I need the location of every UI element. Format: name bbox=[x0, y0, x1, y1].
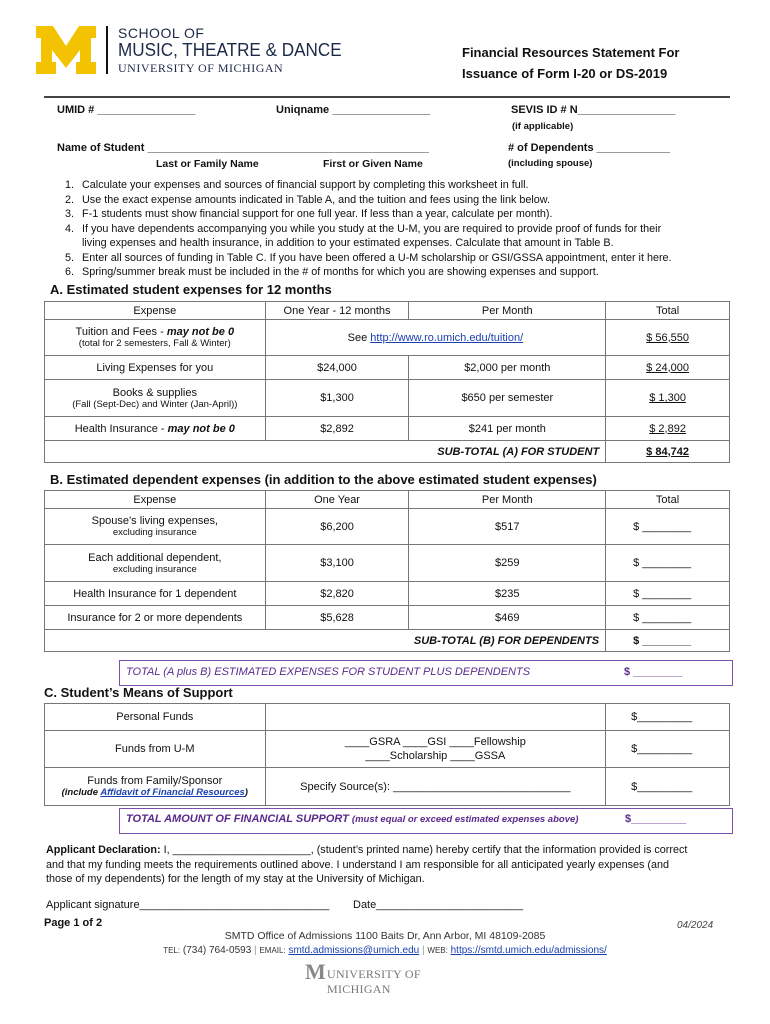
spouse-sub: excluding insurance bbox=[112, 527, 197, 538]
living-expenses-total-value: $ 24,000 bbox=[646, 361, 689, 374]
tel-number: (734) 764-0593 bbox=[182, 945, 252, 956]
instructions-list bbox=[50, 178, 750, 280]
health-1-dependent-year: $2,820 bbox=[265, 582, 409, 606]
total-ab-label: TOTAL (A plus B) ESTIMATED EXPENSES FOR STUDENT PLUS DEPENDENTS bbox=[126, 666, 531, 678]
personal-funds-value[interactable]: $_________ bbox=[606, 704, 730, 731]
declaration bbox=[46, 843, 736, 887]
table-b bbox=[44, 490, 730, 652]
subtotal-b-value[interactable]: $ ________ bbox=[606, 630, 730, 652]
um-footer-logo-text: UNIVERSITY OF MICHIGAN bbox=[327, 967, 421, 996]
funds-um-options-line1: ____GSRA ____GSI ____Fellowship bbox=[344, 736, 526, 748]
health-year: $2,892 bbox=[265, 417, 409, 441]
including-spouse-note: (including spouse) bbox=[508, 158, 593, 169]
if-applicable-note: (if applicable) bbox=[512, 121, 574, 132]
table-b-header-total: Total bbox=[606, 491, 730, 509]
total-support-label-row bbox=[126, 813, 578, 825]
first-name-caption: First or Given Name bbox=[323, 158, 423, 170]
instruction-item bbox=[50, 236, 750, 251]
books-month: $650 per semester bbox=[409, 380, 606, 417]
email-label: EMAIL: bbox=[259, 946, 286, 955]
instruction-text: living expenses and health insurance, in addition to your estimated expenses. Calculate that amount in Table B. bbox=[82, 237, 614, 249]
instruction-text: If you have dependents accompanying you while you study at the U-M, you are required to provide proof of funds for their bbox=[82, 222, 662, 235]
books-year: $1,300 bbox=[265, 380, 409, 417]
health-1-dependent-total[interactable]: $ ________ bbox=[606, 582, 730, 606]
additional-dependent-label bbox=[45, 545, 266, 582]
declaration-label: Applicant Declaration: bbox=[46, 844, 161, 856]
table-c bbox=[44, 703, 730, 806]
total-support-note: (must equal or exceed estimated expenses above) bbox=[351, 814, 579, 825]
instruction-text: Use the exact expense amounts indicated in Table A, and the tuition and fees using the link below. bbox=[82, 193, 550, 206]
signature-date[interactable]: Date________________________ bbox=[353, 899, 524, 911]
additional-dependent-sub: excluding insurance bbox=[112, 563, 197, 575]
additional-dependent-year: $3,100 bbox=[265, 545, 409, 582]
instruction-number: 3. bbox=[64, 208, 74, 220]
page-number: Page 1 of 2 bbox=[44, 917, 103, 929]
dependents-field[interactable]: # of Dependents ____________ bbox=[508, 142, 671, 154]
instruction-number: 5. bbox=[64, 251, 74, 264]
instruction-text: Calculate your expenses and sources of financial support by completing this worksheet in full. bbox=[82, 179, 529, 191]
spouse-total[interactable]: $ ________ bbox=[606, 509, 730, 545]
subtotal-a-value bbox=[606, 441, 730, 463]
additional-dependent-month: $259 bbox=[409, 545, 606, 582]
funds-um-options-line2: ____Scholarship ____GSSA bbox=[365, 750, 506, 762]
tuition-label-text: Tuition and Fees - bbox=[75, 326, 167, 338]
personal-funds-label: Personal Funds bbox=[45, 704, 266, 731]
block-m-logo bbox=[36, 26, 96, 74]
contact-line: TEL: (734) 764-0593 | EMAIL: smtd.admissions@umich.edu | WEB: https://smtd.umich.edu/admissions/ bbox=[163, 945, 607, 956]
instruction-item bbox=[50, 265, 750, 280]
books-total bbox=[606, 380, 730, 417]
specify-source[interactable]: Specify Source(s): _____________________________ bbox=[265, 768, 606, 806]
web-link[interactable]: https://smtd.umich.edu/admissions/ bbox=[450, 945, 607, 956]
instruction-text: Enter all sources of funding in Table C. If you have been offered a U-M scholarship or GSI/GSSA appointment, enter it here. bbox=[82, 251, 672, 264]
total-support-value[interactable]: $_________ bbox=[625, 813, 687, 825]
living-expenses-month: $2,000 per month bbox=[409, 356, 606, 380]
additional-dependent-total[interactable]: $ ________ bbox=[606, 545, 730, 582]
books-label-text: Books & supplies bbox=[112, 386, 197, 399]
spouse-label-text: Spouse’s living expenses, bbox=[91, 515, 219, 527]
total-support-label: TOTAL AMOUNT OF FINANCIAL SUPPORT bbox=[126, 813, 349, 825]
insurance-2-dependents-total[interactable]: $ ________ bbox=[606, 606, 730, 630]
email-link[interactable]: smtd.admissions@umich.edu bbox=[288, 945, 420, 956]
logo-line1: SCHOOL OF bbox=[118, 25, 205, 41]
family-sub-pre: (include bbox=[61, 787, 101, 798]
insurance-2-dependents-label: Insurance for 2 or more dependents bbox=[45, 606, 266, 630]
instruction-item bbox=[50, 207, 750, 222]
sevis-field[interactable]: SEVIS ID # N________________ bbox=[511, 104, 676, 116]
subtotal-a-label: SUB-TOTAL (A) FOR STUDENT bbox=[45, 441, 606, 463]
tuition-total bbox=[606, 320, 730, 356]
smtd-logo bbox=[36, 26, 366, 76]
doc-title bbox=[462, 42, 679, 84]
health-not-zero: may not be 0 bbox=[167, 422, 235, 435]
table-a-header-total: Total bbox=[606, 302, 730, 320]
family-sponsor-sub bbox=[49, 787, 261, 798]
living-expenses-year: $24,000 bbox=[265, 356, 409, 380]
instruction-item bbox=[50, 222, 750, 237]
table-b-header-expense: Expense bbox=[45, 491, 266, 509]
instruction-number: 4. bbox=[64, 222, 74, 235]
instruction-number: 2. bbox=[64, 193, 74, 206]
table-b-header-year: One Year bbox=[265, 491, 409, 509]
declaration-line3: those of my dependents) for the length of my stay at the University of Michigan. bbox=[46, 873, 425, 885]
declaration-line2: and that my funding meets the requirements outlined above. I understand I am responsible for all anticipated yearly expenses (and bbox=[46, 858, 669, 871]
table-b-header-month: Per Month bbox=[409, 491, 606, 509]
section-c-title: C. Student’s Means of Support bbox=[44, 685, 233, 700]
additional-dependent-label-text: Each additional dependent, bbox=[88, 551, 222, 564]
health-1-dependent-month: $235 bbox=[409, 582, 606, 606]
insurance-2-dependents-year: $5,628 bbox=[265, 606, 409, 630]
um-footer-logo-m: M bbox=[305, 959, 326, 984]
tuition-see-text: See bbox=[347, 331, 371, 344]
doc-title-line1: Financial Resources Statement For bbox=[462, 45, 680, 60]
affidavit-link[interactable]: Affidavit of Financial Resources bbox=[100, 787, 245, 798]
tuition-sub: (total for 2 semesters, Fall & Winter) bbox=[78, 338, 231, 349]
tel-label: TEL: bbox=[163, 946, 181, 955]
instruction-text: Spring/summer break must be included in the # of months for which you are showing expenses and support. bbox=[82, 266, 599, 278]
table-a-header-expense: Expense bbox=[45, 302, 266, 320]
instruction-item bbox=[50, 251, 750, 266]
web-label: WEB: bbox=[427, 946, 448, 955]
top-divider bbox=[44, 96, 730, 98]
spouse-label bbox=[45, 509, 266, 545]
family-sponsor-label bbox=[45, 768, 266, 806]
um-footer-logo bbox=[305, 959, 475, 996]
table-a-header-month: Per Month bbox=[409, 302, 606, 320]
living-expenses-total bbox=[606, 356, 730, 380]
books-sub: (Fall (Sept-Dec) and Winter (Jan-April)) bbox=[72, 398, 238, 410]
last-name-caption: Last or Family Name bbox=[156, 158, 259, 170]
family-sponsor-label-text: Funds from Family/Sponsor bbox=[87, 775, 223, 787]
health-1-dependent-label: Health Insurance for 1 dependent bbox=[45, 582, 266, 606]
umid-field[interactable]: UMID # ________________ bbox=[57, 104, 196, 116]
insurance-2-dependents-month: $469 bbox=[409, 606, 606, 630]
doc-title-line2: Issuance of Form I-20 or DS-2019 bbox=[462, 66, 668, 81]
student-name-field[interactable]: Name of Student ______________________________________________ bbox=[57, 142, 429, 154]
health-label bbox=[45, 417, 266, 441]
total-ab-value[interactable]: $ ________ bbox=[624, 666, 683, 678]
spouse-year: $6,200 bbox=[265, 509, 409, 545]
tuition-not-zero: may not be 0 bbox=[166, 326, 235, 338]
applicant-signature[interactable]: Applicant signature_______________________________ bbox=[46, 899, 330, 911]
table-a-header-year: One Year - 12 months bbox=[265, 302, 409, 320]
funds-um-options[interactable] bbox=[265, 731, 606, 768]
tuition-link[interactable]: http://www.ro.umich.edu/tuition/ bbox=[370, 331, 524, 344]
health-month: $241 per month bbox=[409, 417, 606, 441]
living-expenses-label: Living Expenses for you bbox=[45, 356, 266, 380]
section-a-title: A. Estimated student expenses for 12 months bbox=[50, 282, 332, 297]
subtotal-b-label: SUB-TOTAL (B) FOR DEPENDENTS bbox=[45, 630, 606, 652]
health-total-value: $ 2,892 bbox=[649, 422, 686, 435]
instruction-item bbox=[50, 178, 750, 193]
logo-line2: MUSIC, THEATRE & DANCE bbox=[118, 40, 342, 60]
personal-funds-source bbox=[265, 704, 606, 731]
health-total bbox=[606, 417, 730, 441]
subtotal-a-value-text: $ 84,742 bbox=[646, 445, 689, 458]
tuition-see-link-cell bbox=[265, 320, 606, 356]
spouse-month: $517 bbox=[409, 509, 606, 545]
declaration-line1[interactable]: I, _______________________, (student’s printed name) hereby certify that the information provided is correct bbox=[160, 844, 688, 856]
instruction-number: 6. bbox=[64, 266, 74, 278]
table-a bbox=[44, 301, 730, 463]
form-date: 04/2024 bbox=[677, 920, 714, 931]
tuition-label bbox=[45, 320, 266, 356]
tuition-total-value: $ 56,550 bbox=[646, 331, 689, 344]
health-label-text: Health Insurance - bbox=[74, 422, 168, 435]
family-sponsor-value[interactable]: $_________ bbox=[606, 768, 730, 806]
uniqname-field[interactable]: Uniqname ________________ bbox=[276, 104, 431, 116]
instruction-number: 1. bbox=[64, 179, 74, 191]
funds-um-label: Funds from U-M bbox=[45, 731, 266, 768]
books-total-value: $ 1,300 bbox=[649, 392, 686, 404]
office-address: SMTD Office of Admissions 1100 Baits Dr, Ann Arbor, MI 48109-2085 bbox=[224, 930, 546, 942]
instruction-item bbox=[50, 193, 750, 208]
funds-um-value[interactable]: $_________ bbox=[606, 731, 730, 768]
instruction-text: F-1 students must show financial support for one full year. If less than a year, calculate per month). bbox=[82, 208, 553, 220]
section-b-title: B. Estimated dependent expenses (in addition to the above estimated student expenses) bbox=[50, 472, 597, 487]
logo-line3: UNIVERSITY OF MICHIGAN bbox=[118, 61, 284, 75]
family-sub-post: ) bbox=[244, 787, 248, 798]
books-label bbox=[45, 380, 266, 417]
